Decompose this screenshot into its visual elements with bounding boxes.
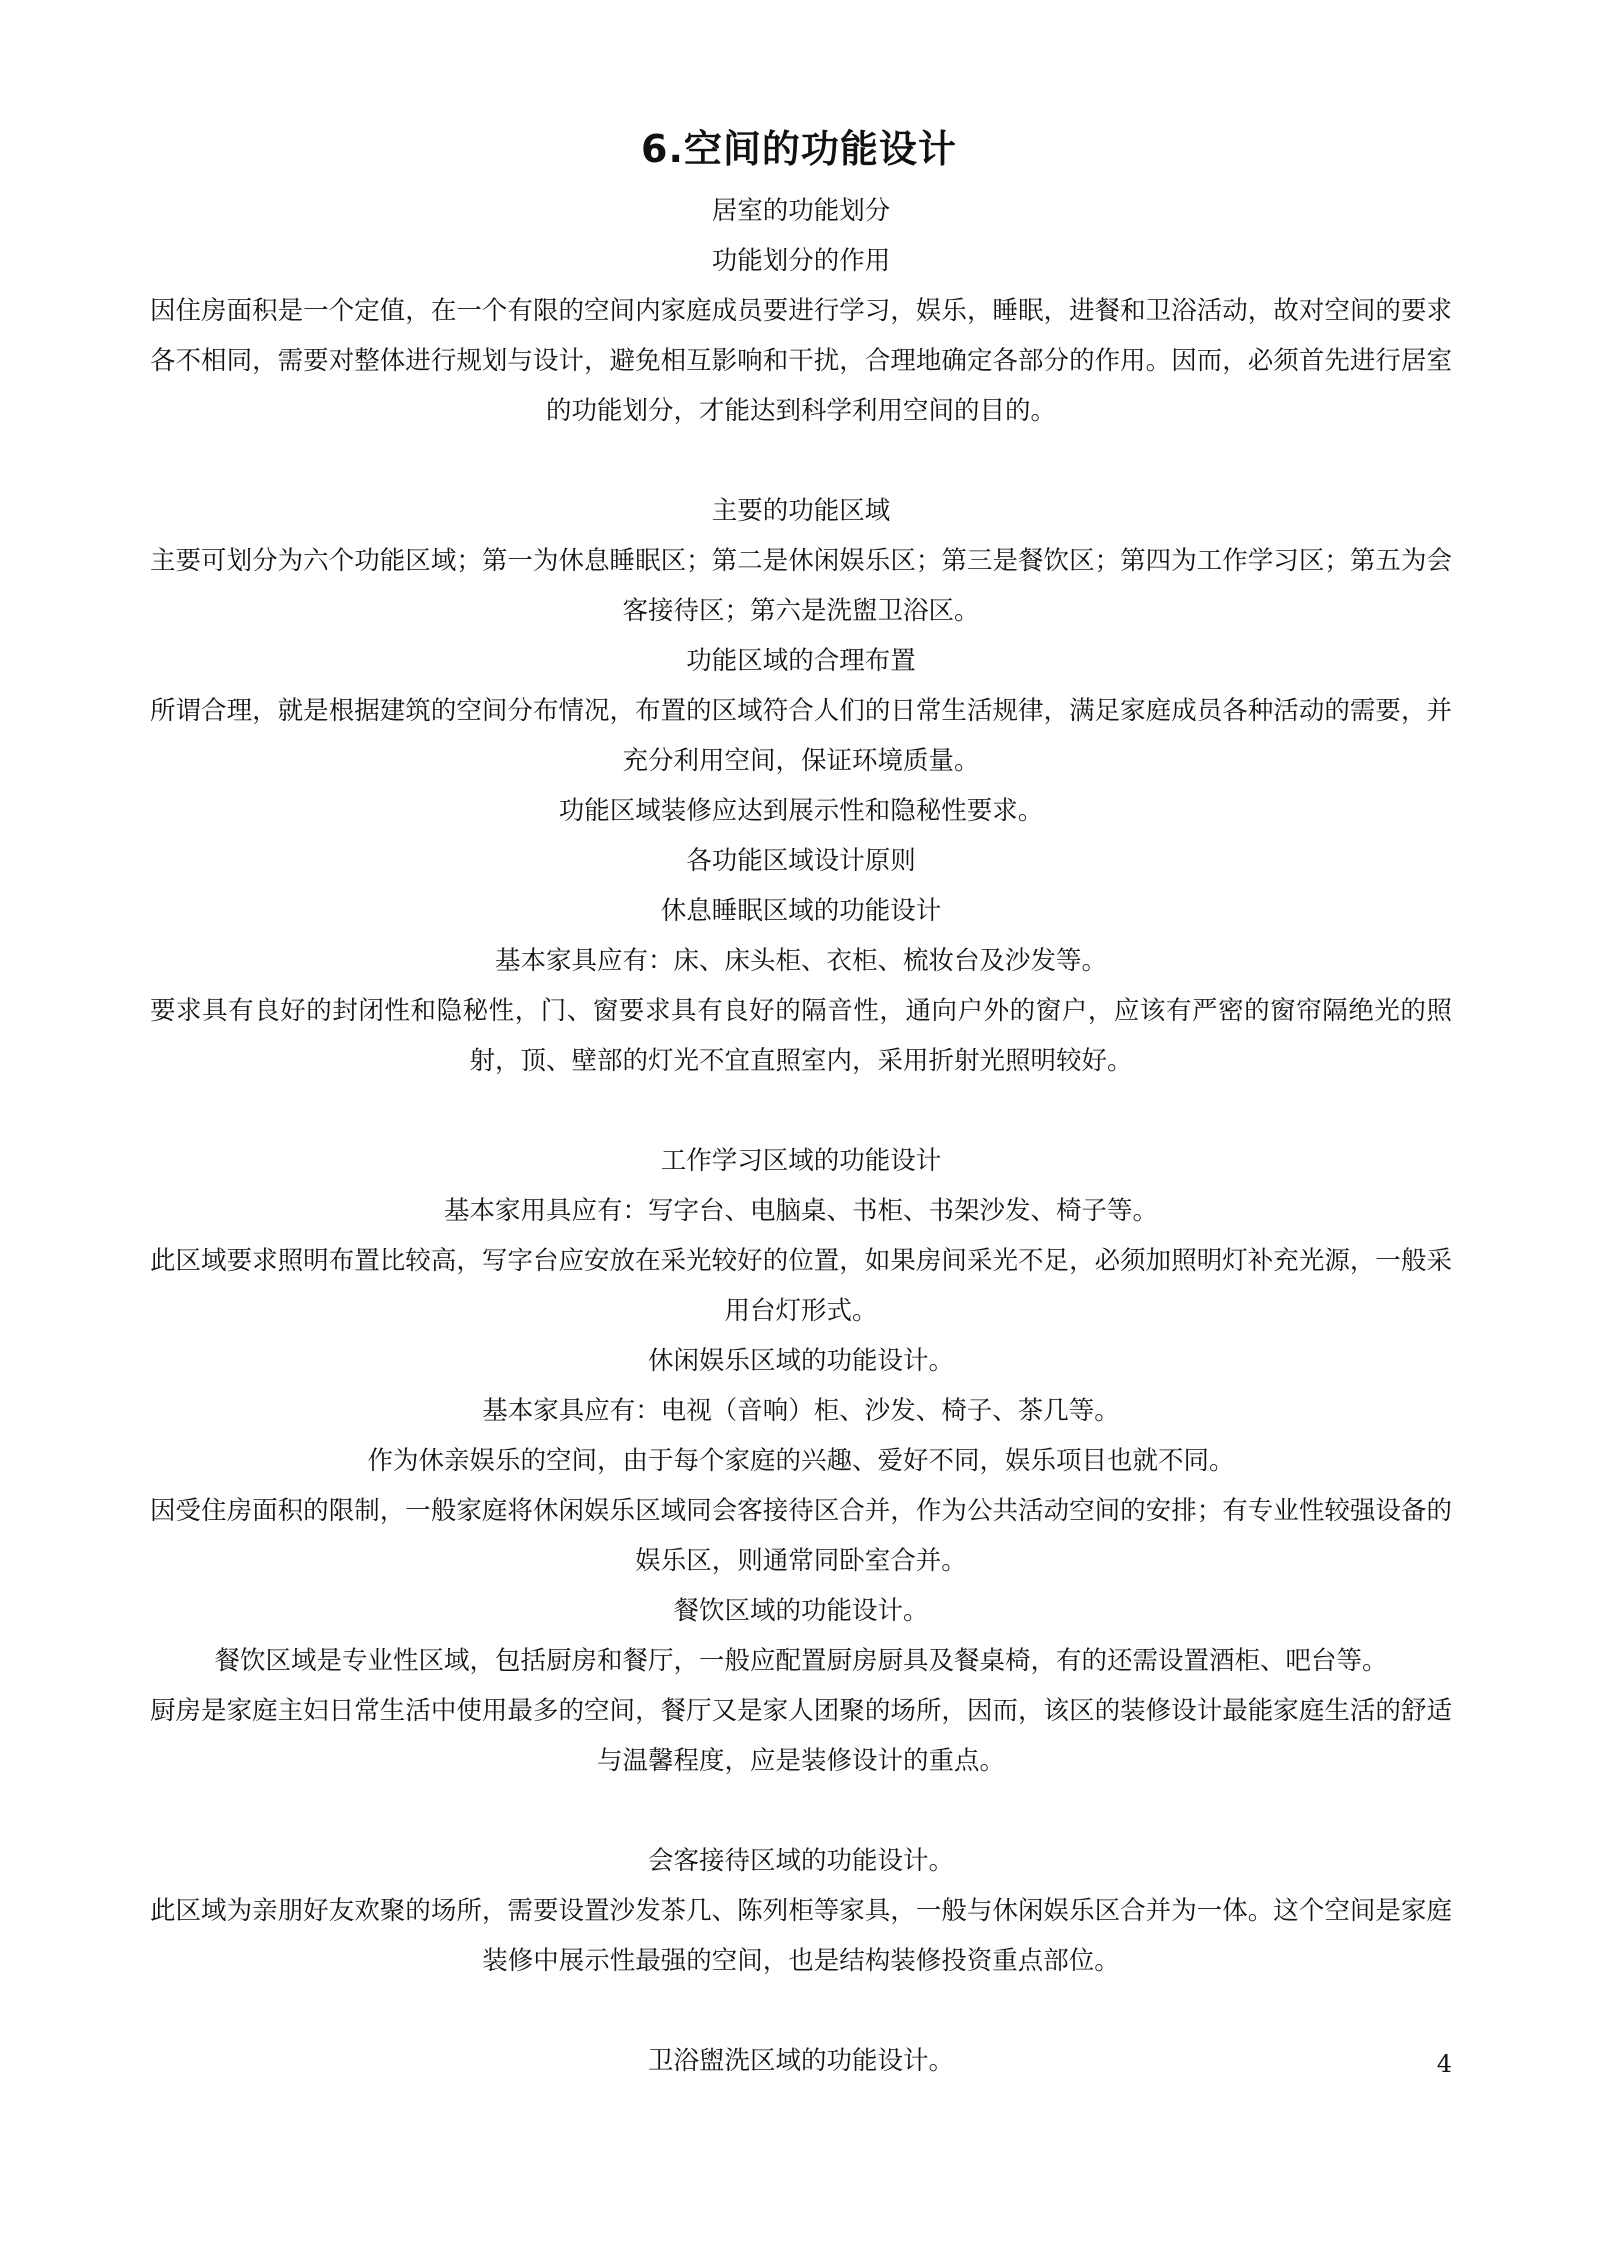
paragraph-study-requirement: 此区域要求照明布置比较高，写字台应安放在采光较好的位置，如果房间采光不足，必须加照明灯补充光源，一般采用台灯形式。 xyxy=(150,1246,1452,1326)
spacer xyxy=(150,1786,1452,1836)
paragraph-sleep-furniture: 基本家具应有：床、床头柜、衣柜、梳妆台及沙发等。 xyxy=(494,946,1107,976)
heading-study: 工作学习区域的功能设计 xyxy=(660,1146,942,1176)
paragraph-main-areas: 主要可划分为六个功能区域；第一为休息睡眠区；第二是休闲娱乐区；第三是餐饮区；第四为工作学习区；第五为会客接待区；第六是洗盥卫浴区。 xyxy=(150,546,1452,626)
paragraph-dining-1: 餐饮区域是专业性区域，包括厨房和餐厅，一般应配置厨房厨具及餐桌椅，有的还需设置酒柜、吧台等。 xyxy=(214,1646,1388,1676)
paragraph-sleep-requirement: 要求具有良好的封闭性和隐秘性，门、窗要求具有良好的隔音性，通向户外的窗户，应该有严密的窗帘隔绝光的照射，顶、壁部的灯光不宜直照室内，采用折射光照明较好。 xyxy=(150,996,1452,1076)
paragraph-leisure-merge: 因受住房面积的限制，一般家庭将休闲娱乐区域同会客接待区合并，作为公共活动空间的安排；有专业性较强设备的娱乐区，则通常同卧室合并。 xyxy=(150,1496,1452,1576)
spacer xyxy=(150,1086,1452,1136)
page-number: 4 xyxy=(1436,2050,1452,2078)
paragraph-leisure-space: 作为休亲娱乐的空间，由于每个家庭的兴趣、爱好不同，娱乐项目也就不同。 xyxy=(367,1446,1235,1476)
paragraph-role: 因住房面积是一个定值，在一个有限的空间内家庭成员要进行学习，娱乐，睡眠，进餐和卫浴活动，故对空间的要求各不相同，需要对整体进行规划与设计，避免相互影响和干扰，合理地确定各部分的作用。因而，必须首先进行居室的功能划分，才能达到科学利用空间的目的。 xyxy=(150,296,1452,426)
spacer xyxy=(150,1986,1452,2036)
paragraph-dining-2: 厨房是家庭主妇日常生活中使用最多的空间，餐厅又是家人团聚的场所，因而，该区的装修设计最能家庭生活的舒适与温馨程度，应是装修设计的重点。 xyxy=(150,1696,1452,1776)
heading-reception: 会客接待区域的功能设计。 xyxy=(647,1846,954,1876)
spacer xyxy=(150,436,1452,486)
heading-leisure: 休闲娱乐区域的功能设计。 xyxy=(647,1346,954,1376)
heading-layout: 功能区域的合理布置 xyxy=(686,646,916,676)
paragraph-leisure-furniture: 基本家具应有：电视（音响）柜、沙发、椅子、茶几等。 xyxy=(482,1396,1120,1426)
heading-bath: 卫浴盥洗区域的功能设计。 xyxy=(647,2046,954,2076)
heading-principles: 各功能区域设计原则 xyxy=(686,846,916,876)
paragraph-study-furniture: 基本家用具应有：写字台、电脑桌、书柜、书架沙发、椅子等。 xyxy=(443,1196,1158,1226)
heading-dining: 餐饮区域的功能设计。 xyxy=(673,1596,929,1626)
document-body xyxy=(150,186,1452,2086)
heading-role: 功能划分的作用 xyxy=(711,246,891,276)
paragraph-layout-requirement: 功能区域装修应达到展示性和隐秘性要求。 xyxy=(558,796,1044,826)
paragraph-layout: 所谓合理，就是根据建筑的空间分布情况，布置的区域符合人们的日常生活规律，满足家庭成员各种活动的需要，并充分利用空间，保证环境质量。 xyxy=(150,696,1452,776)
heading-sleep: 休息睡眠区域的功能设计 xyxy=(660,896,942,926)
paragraph-reception: 此区域为亲朋好友欢聚的场所，需要设置沙发茶几、陈列柜等家具，一般与休闲娱乐区合并为一体。这个空间是家庭装修中展示性最强的空间，也是结构装修投资重点部位。 xyxy=(150,1896,1452,1976)
heading-main-areas: 主要的功能区域 xyxy=(711,496,891,526)
heading-division: 居室的功能划分 xyxy=(711,196,891,226)
page-title: 6.空间的功能设计 xyxy=(641,127,957,171)
